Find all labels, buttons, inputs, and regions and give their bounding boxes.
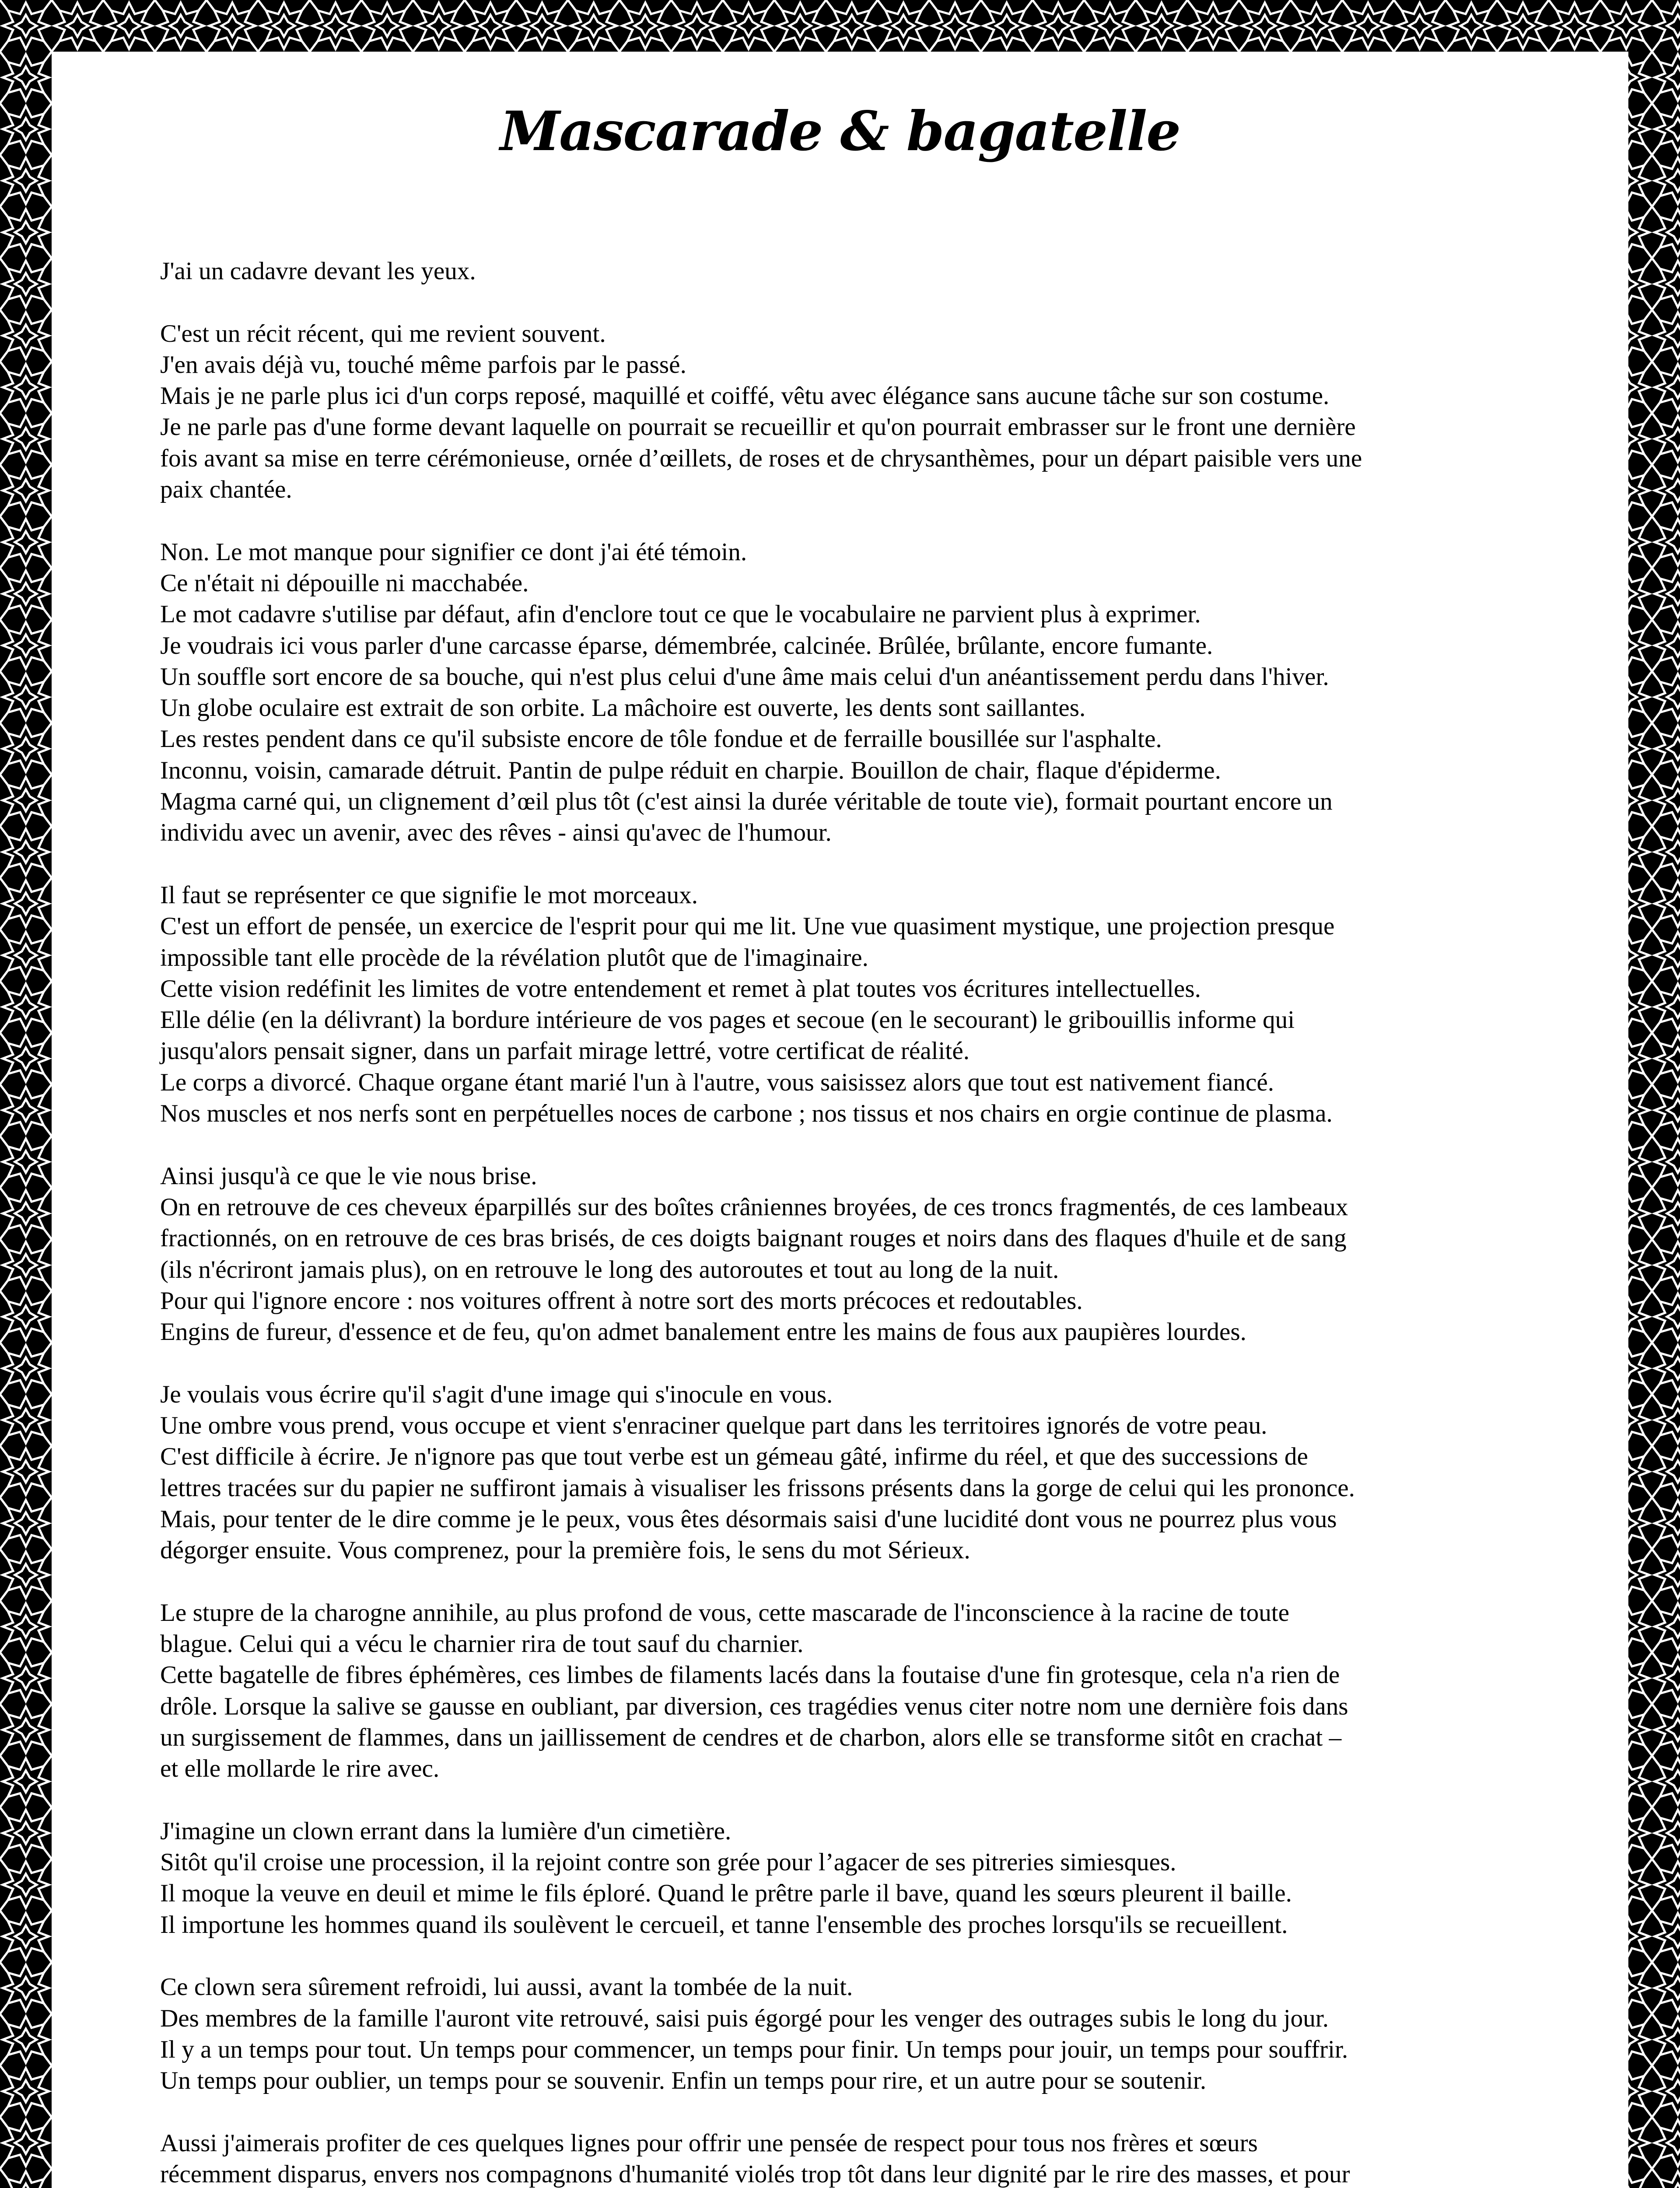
text-line: individu avec un avenir, avec des rêves - ainsi qu'avec de l'humour.	[160, 819, 832, 847]
text-line: Les restes pendent dans ce qu'il subsiste encore de tôle fondue et de ferraille bousillée sur l'asphalte.	[160, 725, 1162, 753]
document-title: Mascarade & bagatelle	[500, 100, 1180, 163]
text-line: Une ombre vous prend, vous occupe et vient s'enraciner quelque part dans les territoires ignorés de votre peau.	[160, 1411, 1267, 1439]
text-line: Magma carné qui, un clignement d’œil plus tôt (c'est ainsi la durée véritable de toute vie), formait pourtant encore un	[160, 788, 1333, 816]
text-line: et elle mollarde le rire avec.	[160, 1755, 440, 1783]
text-line: Le mot cadavre s'utilise par défaut, afin d'enclore tout ce que le vocabulaire ne parvient plus à exprimer.	[160, 600, 1201, 628]
paragraph	[160, 1971, 1573, 2096]
paragraph	[160, 536, 1573, 849]
text-line: Ainsi jusqu'à ce que le vie nous brise.	[160, 1162, 537, 1190]
text-line: Il moque la veuve en deuil et mime le fils éploré. Quand le prêtre parle il bave, quand les sœurs pleurent il baille.	[160, 1879, 1292, 1907]
paragraph	[160, 318, 1573, 505]
text-line: Nos muscles et nos nerfs sont en perpétuelles noces de carbone ; nos tissus et nos chairs en orgie continue de plasma.	[160, 1100, 1333, 1128]
document-body	[160, 256, 1573, 2188]
text-line: C'est difficile à écrire. Je n'ignore pas que tout verbe est un gémeau gâté, infirme du réel, et que des successions de	[160, 1443, 1308, 1471]
text-line: On en retrouve de ces cheveux éparpillés sur des boîtes crâniennes broyées, de ces troncs fragmentés, de ces lambeaux	[160, 1193, 1348, 1221]
text-line: jusqu'alors pensait signer, dans un parfait mirage lettré, votre certificat de réalité.	[160, 1037, 970, 1065]
text-line: paix chantée.	[160, 476, 292, 504]
paragraph	[160, 256, 1573, 287]
text-line: blague. Celui qui a vécu le charnier rira de tout sauf du charnier.	[160, 1630, 804, 1658]
text-line: Il faut se représenter ce que signifie le mot morceaux.	[160, 881, 698, 909]
text-line: Ce clown sera sûrement refroidi, lui aussi, avant la tombée de la nuit.	[160, 1973, 853, 2001]
text-line: C'est un effort de pensée, un exercice de l'esprit pour qui me lit. Une vue quasiment mystique, une projection presque	[160, 912, 1335, 940]
text-line: Pour qui l'ignore encore : nos voitures offrent à notre sort des morts précoces et redoutables.	[160, 1287, 1083, 1315]
text-line: lettres tracées sur du papier ne suffiront jamais à visualiser les frissons présents dans la gorge de celui qui les prononce.	[160, 1474, 1355, 1502]
text-line: Je voudrais ici vous parler d'une carcasse éparse, démembrée, calcinée. Brûlée, brûlante, encore fumante.	[160, 631, 1213, 659]
text-line: Cette vision redéfinit les limites de votre entendement et remet à plat toutes vos écritures intellectuelles.	[160, 975, 1201, 1003]
text-line: Engins de fureur, d'essence et de feu, qu'on admet banalement entre les mains de fous aux paupières lourdes.	[160, 1318, 1246, 1346]
text-line: Il importune les hommes quand ils soulèvent le cercueil, et tanne l'ensemble des proches lorsqu'ils se recueillent.	[160, 1911, 1288, 1939]
text-line: (ils n'écriront jamais plus), on en retrouve le long des autoroutes et tout au long de la nuit.	[160, 1255, 1059, 1283]
text-line: Un temps pour oublier, un temps pour se souvenir. Enfin un temps pour rire, et un autre pour se soutenir.	[160, 2067, 1207, 2095]
page-sheet	[52, 52, 1628, 2188]
text-line: Ce n'était ni dépouille ni macchabée.	[160, 569, 529, 597]
text-line: Mais, pour tenter de le dire comme je le peux, vous êtes désormais saisi d'une lucidité dont vous ne pourrez plus vous	[160, 1505, 1337, 1533]
text-line: Elle délie (en la délivrant) la bordure intérieure de vos pages et secoue (en le secourant) le gribouillis informe qui	[160, 1006, 1295, 1034]
text-line: Mais je ne parle plus ici d'un corps reposé, maquillé et coiffé, vêtu avec élégance sans aucune tâche sur son costume.	[160, 382, 1330, 410]
paragraph	[160, 880, 1573, 1129]
text-line: Sitôt qu'il croise une procession, il la rejoint contre son grée pour l’agacer de ses pitreries simiesques.	[160, 1848, 1176, 1876]
paragraph	[160, 2128, 1573, 2188]
text-line: Un globe oculaire est extrait de son orbite. La mâchoire est ouverte, les dents sont saillantes.	[160, 694, 1086, 722]
text-line: Aussi j'aimerais profiter de ces quelques lignes pour offrir une pensée de respect pour tous nos frères et sœurs	[160, 2129, 1258, 2157]
text-line: Le stupre de la charogne annihile, au plus profond de vous, cette mascarade de l'inconscience à la racine de toute	[160, 1599, 1290, 1627]
text-line: Des membres de la famille l'auront vite retrouvé, saisi puis égorgé pour les venger des outrages subis le long du jour.	[160, 2004, 1329, 2032]
paragraph	[160, 1161, 1573, 1348]
text-line: récemment disparus, envers nos compagnons d'humanité violés trop tôt dans leur dignité par le rire des masses, et pour	[160, 2160, 1350, 2188]
text-line: C'est un récit récent, qui me revient souvent.	[160, 319, 606, 347]
paragraph	[160, 1597, 1573, 1785]
text-line: Un souffle sort encore de sa bouche, qui n'est plus celui d'une âme mais celui d'un anéantissement perdu dans l'hiver.	[160, 663, 1329, 691]
paragraph	[160, 1379, 1573, 1566]
text-line: Inconnu, voisin, camarade détruit. Pantin de pulpe réduit en charpie. Bouillon de chair, flaque d'épiderme.	[160, 756, 1221, 784]
text-line: Je ne parle pas d'une forme devant laquelle on pourrait se recueillir et qu'on pourrait embrasser sur le front une dernière	[160, 413, 1356, 441]
text-line: Non. Le mot manque pour signifier ce dont j'ai été témoin.	[160, 538, 747, 566]
text-line: Je voulais vous écrire qu'il s'agit d'une image qui s'inocule en vous.	[160, 1380, 833, 1408]
text-line: J'imagine un clown errant dans la lumière d'un cimetière.	[160, 1817, 732, 1845]
text-line: Il y a un temps pour tout. Un temps pour commencer, un temps pour finir. Un temps pour jouir, un temps pour souffrir.	[160, 2035, 1348, 2063]
text-line: impossible tant elle procède de la révélation plutôt que de l'imaginaire.	[160, 943, 868, 971]
text-line: drôle. Lorsque la salive se gausse en oubliant, par diversion, ces tragédies venus citer notre nom une dernière fois dans	[160, 1692, 1348, 1720]
paragraph	[160, 1816, 1573, 1940]
text-line: un surgissement de flammes, dans un jaillissement de cendres et de charbon, alors elle se transforme sitôt en crachat –	[160, 1723, 1342, 1751]
text-line: fois avant sa mise en terre cérémonieuse, ornée d’œillets, de roses et de chrysanthèmes, pour un départ paisible vers une	[160, 444, 1362, 472]
text-line: Le corps a divorcé. Chaque organe étant marié l'un à l'autre, vous saisissez alors que tout est nativement fiancé.	[160, 1068, 1274, 1096]
text-line: J'ai un cadavre devant les yeux.	[160, 257, 476, 285]
text-line: J'en avais déjà vu, touché même parfois par le passé.	[160, 351, 686, 379]
text-line: Cette bagatelle de fibres éphémères, ces limbes de filaments lacés dans la foutaise d'une fin grotesque, cela n'a rien de	[160, 1661, 1340, 1689]
text-line: fractionnés, on en retrouve de ces bras brisés, de ces doigts baignant rouges et noirs dans des flaques d'huile et de sang	[160, 1224, 1347, 1252]
text-line: dégorger ensuite. Vous comprenez, pour la première fois, le sens du mot Sérieux.	[160, 1536, 970, 1564]
